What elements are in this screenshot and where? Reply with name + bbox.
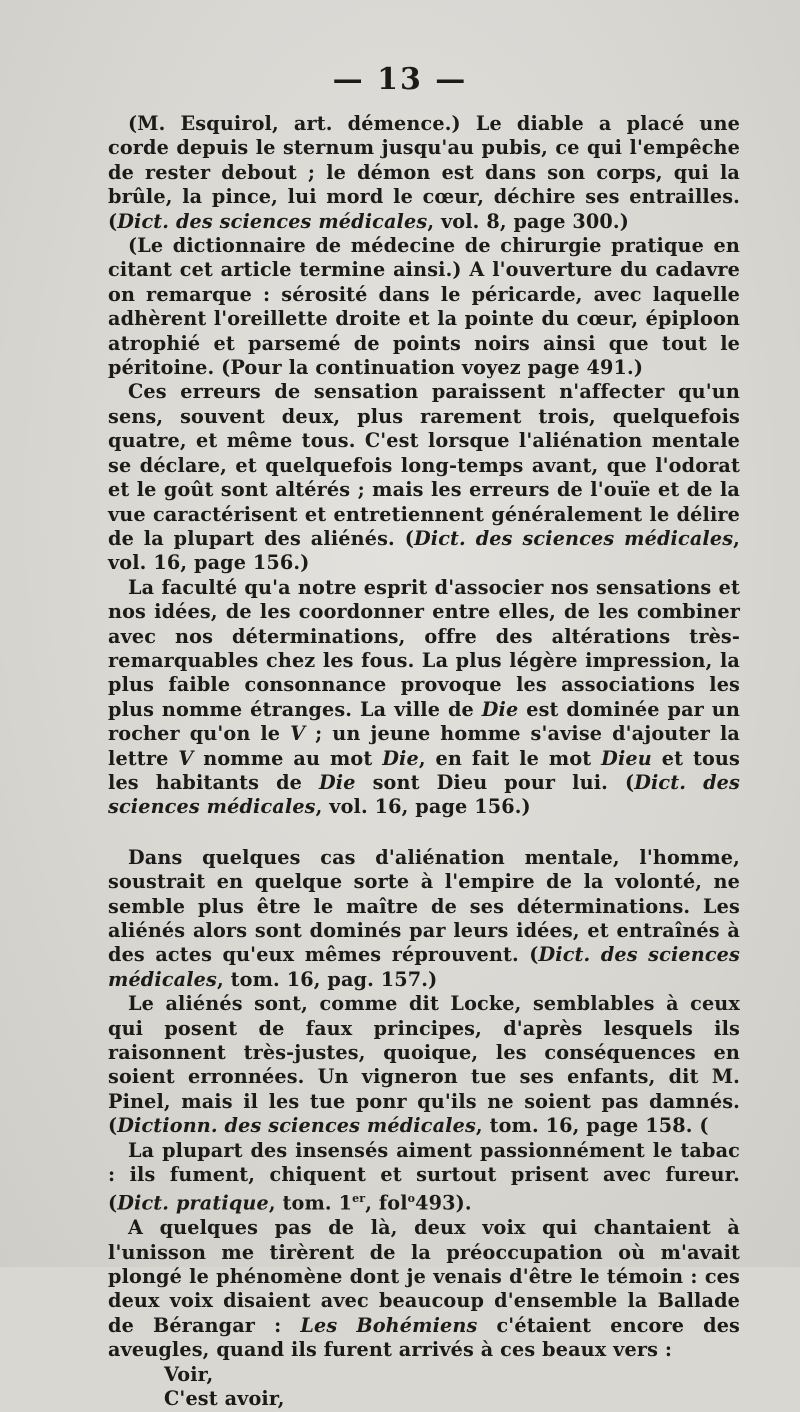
paragraph: (M. Esquirol, art. démence.) Le diable a placé une corde depuis le sternum jusqu'au pubis, ce qui l'empêche de rester debout ; le démon est dans son corps, qui la brûle, la pince, lui mord le cœur, déchire ses entrailles. (Dict. des sciences médicales, vol. 8, page 300.) [108, 112, 740, 233]
paragraph: A quelques pas de là, deux voix qui chantaient à l'unisson me tirèrent de la préoccupation où m'avait plongé le phénomène dont je venais d'être le témoin : ces deux voix disaient avec beaucoup d'ensemble la Ballade de Bérangar : Les Bohémiens c'étaient encore des aveugles, quand ils furent arrivés à ces beaux vers : [108, 1216, 741, 1362]
citation: Dict. des sciences médicales [413, 526, 734, 550]
paragraph: La faculté qu'a notre esprit d'associer nos sensations et nos idées, de les coordonner entre elles, de les combiner avec nos déterminations, offre des altérations très-remarquables chez les fous. La plus légère impression, la plus faible consonnance provoque les associations les plus nomme étranges. La ville de Die est dominée par un rocher qu'on le V ; un jeune homme s'avise d'ajouter la lettre V nomme au mot Die, en fait le mot Dieu et tous les habitants de Die sont Dieu pour lui. (Dict. des sciences médicales, vol. 16, page 156.) [108, 575, 740, 819]
verse-line: Voir, [164, 1362, 214, 1386]
verse-line: C'est avoir, [164, 1387, 285, 1411]
page-number-header: — 13 — [332, 62, 468, 97]
citation: Dict. des sciences médicales [108, 770, 740, 819]
citation: Dict. des sciences médicales [117, 209, 428, 233]
citation: Dict. pratique [117, 1191, 269, 1215]
paragraph: (Le dictionnaire de médecine de chirurgie pratique en citant cet article termine ainsi.) A l'ouverture du cadavre on remarque : sérosité dans le péricarde, avec laquelle adhèrent l'oreillette droite et la pointe du cœur, épiploon atrophié et parsemé de points noirs ainsi que tout le péritoine. (Pour la continuation voyez page 491.) [108, 234, 740, 380]
citation: Dictionn. des sciences médicales [117, 1114, 476, 1138]
paragraph: Dans quelques cas d'aliénation mentale, l'homme, soustrait en quelque sorte à l'empire de la volonté, ne semble plus être le maître de ses déterminations. Les aliénés alors sont dominés par leurs idées, et entraînés à des actes qu'eux mêmes réprouvent. (Dict. des sciences médicales, tom. 16, pag. 157.) [108, 845, 740, 991]
paragraph: La plupart des insensés aiment passionnément le tabac : ils fument, chiquent et surtout prisent avec fureur. (Dict. pratique, tom. 1er, fol$^o$493). [108, 1138, 740, 1215]
song-title: Les Bohémiens [300, 1313, 478, 1337]
citation: Dict. des sciences médicales [108, 943, 740, 991]
body-text [108, 112, 740, 1412]
paragraph: Ces erreurs de sensation paraissent n'affecter qu'un sens, souvent deux, plus rarement trois, quelquefois quatre, et même tous. C'est lorsque l'aliénation mentale se déclare, et quelquefois long-temps avant, que l'odorat et le goût sont altérés ; mais les erreurs de l'ouïe et de la vue caractérisent et entretiennent généralement le délire de la plupart des aliénés. (Dict. des sciences médicales, vol. 16, page 156.) [108, 380, 740, 575]
paragraph: Le aliénés sont, comme dit Locke, semblables à ceux qui posent de faux principes, d'après lesquels ils raisonnent très-justes, quoique, les conséquences en soient erronnées. Un vigneron tue ses enfants, dit M. Pinel, mais il les tue ponr qu'ils ne soient pas damnés. (Dictionn. des sciences médicales, tom. 16, page 158. ( [108, 992, 740, 1138]
